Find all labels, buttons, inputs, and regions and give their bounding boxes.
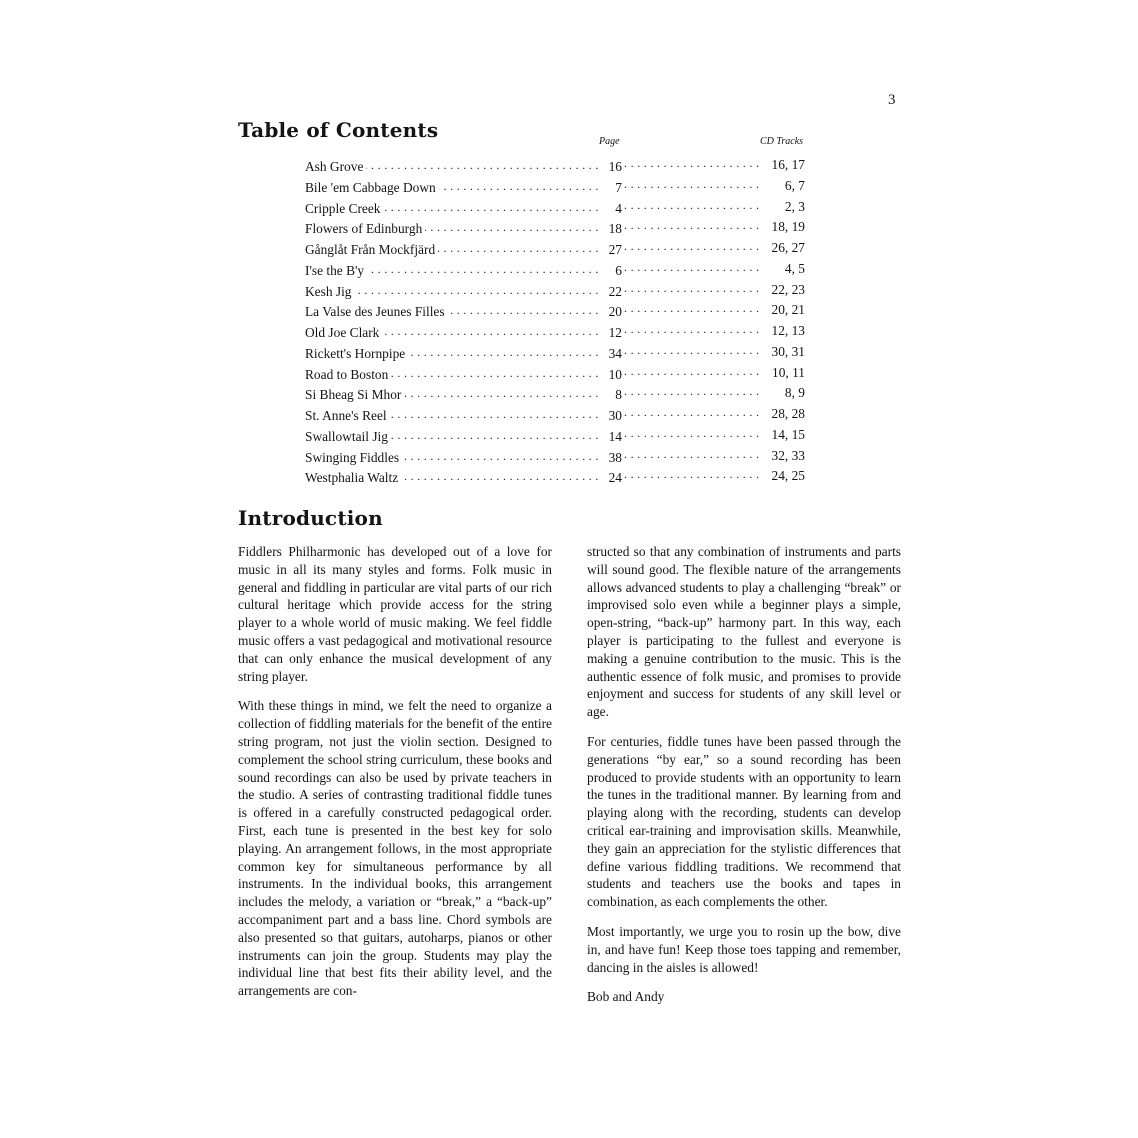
- toc-entry-title: Old Joe Clark: [305, 325, 382, 340]
- toc-entry-title: Rickett's Hornpipe: [305, 346, 408, 361]
- toc-leader-dots: [305, 450, 598, 466]
- toc-leader-dots: [622, 261, 759, 275]
- toc-entry-tracks: 8, 9: [759, 385, 805, 401]
- toc-entry-title: La Valse des Jeunes Filles: [305, 304, 448, 319]
- toc-leader-dots: [622, 427, 759, 441]
- toc-leader-dots: [622, 219, 759, 233]
- toc-entry-page: 16: [608, 159, 622, 174]
- toc-entry: [305, 240, 805, 261]
- toc-entry: [305, 219, 805, 240]
- toc-leader-dots: [622, 406, 759, 420]
- toc-leader-dots: [305, 263, 598, 279]
- toc-entry: [305, 344, 805, 365]
- toc-leader-dots: [305, 304, 598, 320]
- toc-entry-tracks: 4, 5: [759, 261, 805, 277]
- toc-leader-dots: [305, 325, 598, 341]
- toc-leader-dots: [305, 159, 598, 175]
- signature: Bob and Andy: [587, 989, 665, 1005]
- toc-leader-dots: [622, 468, 759, 482]
- introduction-heading: Introduction: [238, 506, 383, 530]
- toc-entry-page: 4: [615, 200, 622, 216]
- intro-paragraph: Fiddlers Philharmonic has developed out of a love for music in all its many styles and forms. Folk music in general and fiddling in particular are vital parts of our rich cultural heritage which provide access for the string player to a whole world of music making. We feel fiddle music offers a vast pedagogical and motivational resource that can only enhance the musical development of any string player.: [238, 544, 552, 684]
- toc-entry-title: Si Bheag Si Mhor: [305, 387, 404, 402]
- toc-entry-page: 30: [608, 408, 622, 423]
- toc-leader-dots: [622, 344, 759, 358]
- toc-entry-page: 27: [608, 242, 622, 257]
- toc-entry-title: Ash Grove: [305, 159, 366, 174]
- toc-entry: [305, 178, 805, 199]
- toc-leader-dots: [622, 385, 759, 399]
- toc-entry: [305, 282, 805, 303]
- toc-leader-dots: [305, 221, 598, 237]
- toc-leader-dots: [622, 282, 759, 296]
- toc-leader-dots: [622, 448, 759, 462]
- toc-entry-page: 22: [608, 283, 622, 299]
- toc-tracks-column-header: CD Tracks: [760, 136, 804, 147]
- toc-leader-dots: [305, 180, 598, 196]
- toc-entry-page: 34: [608, 345, 622, 361]
- toc-leader-dots: [305, 284, 598, 300]
- toc-entry-title: Westphalia Waltz: [305, 470, 401, 485]
- toc-entry-tracks: 12, 13: [759, 323, 805, 339]
- toc-entry-page: 12: [608, 325, 622, 340]
- toc-entry: [305, 199, 805, 220]
- toc-entry-page: 20: [608, 304, 622, 320]
- intro-paragraph: structed so that any combination of instruments and parts will sound good. The flexible nature of the arrangements allows advanced students to play a challenging “break” or improvised solo even while a beginner plays a simple, open-string, “back-up” harmony part. In this way, each player is participating to the fullest and everyone is making a genuine contribution to the music. This is the authentic essence of folk music, and promises to provide enjoyment and success for students of any skill level or age.: [587, 544, 901, 720]
- toc-entry-page: 14: [608, 428, 622, 444]
- toc-entry-title: Road to Boston: [305, 367, 391, 382]
- toc-entry: [305, 261, 805, 282]
- toc-entry-title: Kesh Jig: [305, 284, 355, 299]
- toc-leader-dots: [305, 387, 598, 403]
- toc-leader-dots: [305, 346, 598, 362]
- toc-entry: [305, 365, 805, 386]
- toc-entry-tracks: 26, 27: [759, 240, 805, 256]
- toc-entry-tracks: 30, 31: [759, 344, 805, 360]
- introduction-left-column: [238, 543, 552, 1012]
- toc-entry: [305, 157, 805, 178]
- toc-leader-dots: [622, 157, 759, 171]
- toc-entry: [305, 468, 805, 489]
- toc-entry-title: St. Anne's Reel: [305, 408, 390, 423]
- toc-entry-title: Swinging Fiddles: [305, 450, 402, 465]
- toc-entry-tracks: 6, 7: [759, 178, 805, 194]
- intro-paragraph: Most importantly, we urge you to rosin up the bow, dive in, and have fun! Keep those toes tapping and remember, dancing in the aisles is allowed!: [587, 923, 901, 975]
- toc-entry-tracks: 24, 25: [759, 468, 805, 484]
- toc-entry-tracks: 20, 21: [759, 302, 805, 318]
- toc-entry-title: I'se the B'y: [305, 263, 367, 278]
- toc-leader-dots: [305, 470, 598, 486]
- toc-entry-tracks: 2, 3: [759, 199, 805, 215]
- toc-entry-page: 24: [608, 470, 622, 486]
- toc-entry-title: Cripple Creek: [305, 201, 384, 216]
- toc-entry-title: Flowers of Edinburgh: [305, 221, 425, 236]
- toc-leader-dots: [622, 199, 759, 213]
- toc-entry-page: 7: [615, 179, 622, 195]
- toc-entry-page: 8: [615, 387, 622, 403]
- toc-entry-tracks: 16, 17: [759, 157, 805, 173]
- toc-entry-page: 10: [608, 366, 622, 382]
- toc-entry: [305, 448, 805, 469]
- toc-leader-dots: [622, 302, 759, 316]
- intro-paragraph: With these things in mind, we felt the need to organize a collection of fiddling materials for the benefit of the entire string program, not just the violin section. Designed to complement the school string curriculum, these books and sound recordings can also be used by private teachers in the studio. A series of contrasting traditional fiddle tunes is offered in a carefully constructed pedagogical order. First, each tune is presented in the best key for solo playing. An arrangement follows, in the most appropriate common key for simultaneous performance by all instruments. In the individual books, this arrangement includes the melody, a variation or “break,” a “back-up” accompaniment part and a bass line. Chord symbols are also presented so that guitars, autoharps, pianos or other instruments can join the group. Students may play the individual line that best fits their ability level, and the arrangements are con-: [238, 698, 552, 999]
- toc-leader-dots: [305, 367, 598, 383]
- toc-entry-page: 18: [608, 221, 622, 237]
- toc-entry-tracks: 10, 11: [759, 365, 805, 381]
- page-number: 3: [888, 92, 896, 108]
- toc-heading: Table of Contents: [238, 118, 439, 142]
- toc-leader-dots: [305, 242, 598, 258]
- toc-entry-tracks: 14, 15: [759, 427, 805, 443]
- toc-entry: [305, 323, 805, 344]
- toc-leader-dots: [305, 429, 598, 445]
- toc-leader-dots: [305, 201, 598, 217]
- toc-entry-title: Swallowtail Jig: [305, 429, 391, 444]
- toc-leader-dots: [622, 365, 759, 379]
- toc-entry-page: 38: [608, 449, 622, 465]
- intro-paragraph: For centuries, fiddle tunes have been passed through the generations “by ear,” so a sound recording has been produced to provide students with an opportunity to learn the tunes in the traditional manner. By learning from and playing along with the recording, students can develop critical ear-training and improvisation skills. Meanwhile, they gain an appreciation for the stylistic differences that define various fiddling traditions. We recommend that students and teachers use the books and tapes in combination, as each complements the other.: [587, 733, 901, 910]
- toc-leader-dots: [622, 323, 759, 337]
- toc-entry-page: 6: [615, 262, 622, 278]
- toc-entry: [305, 406, 805, 427]
- toc-entry-title: Gånglåt Från Mockfjärd: [305, 242, 438, 257]
- toc-entry-tracks: 32, 33: [759, 448, 805, 464]
- toc-leader-dots: [305, 408, 598, 424]
- toc-entry-tracks: 22, 23: [759, 282, 805, 298]
- toc-entry-tracks: 28, 28: [759, 406, 805, 422]
- toc-entry-tracks: 18, 19: [759, 219, 805, 235]
- toc-entry-title: Bile 'em Cabbage Down: [305, 180, 439, 195]
- table-of-contents: [305, 157, 805, 489]
- toc-entry: [305, 385, 805, 406]
- toc-leader-dots: [622, 240, 759, 254]
- toc-entry: [305, 427, 805, 448]
- toc-page-column-header: Page: [599, 136, 620, 147]
- toc-leader-dots: [622, 178, 759, 192]
- toc-entry: [305, 302, 805, 323]
- introduction-right-column: [587, 543, 901, 1018]
